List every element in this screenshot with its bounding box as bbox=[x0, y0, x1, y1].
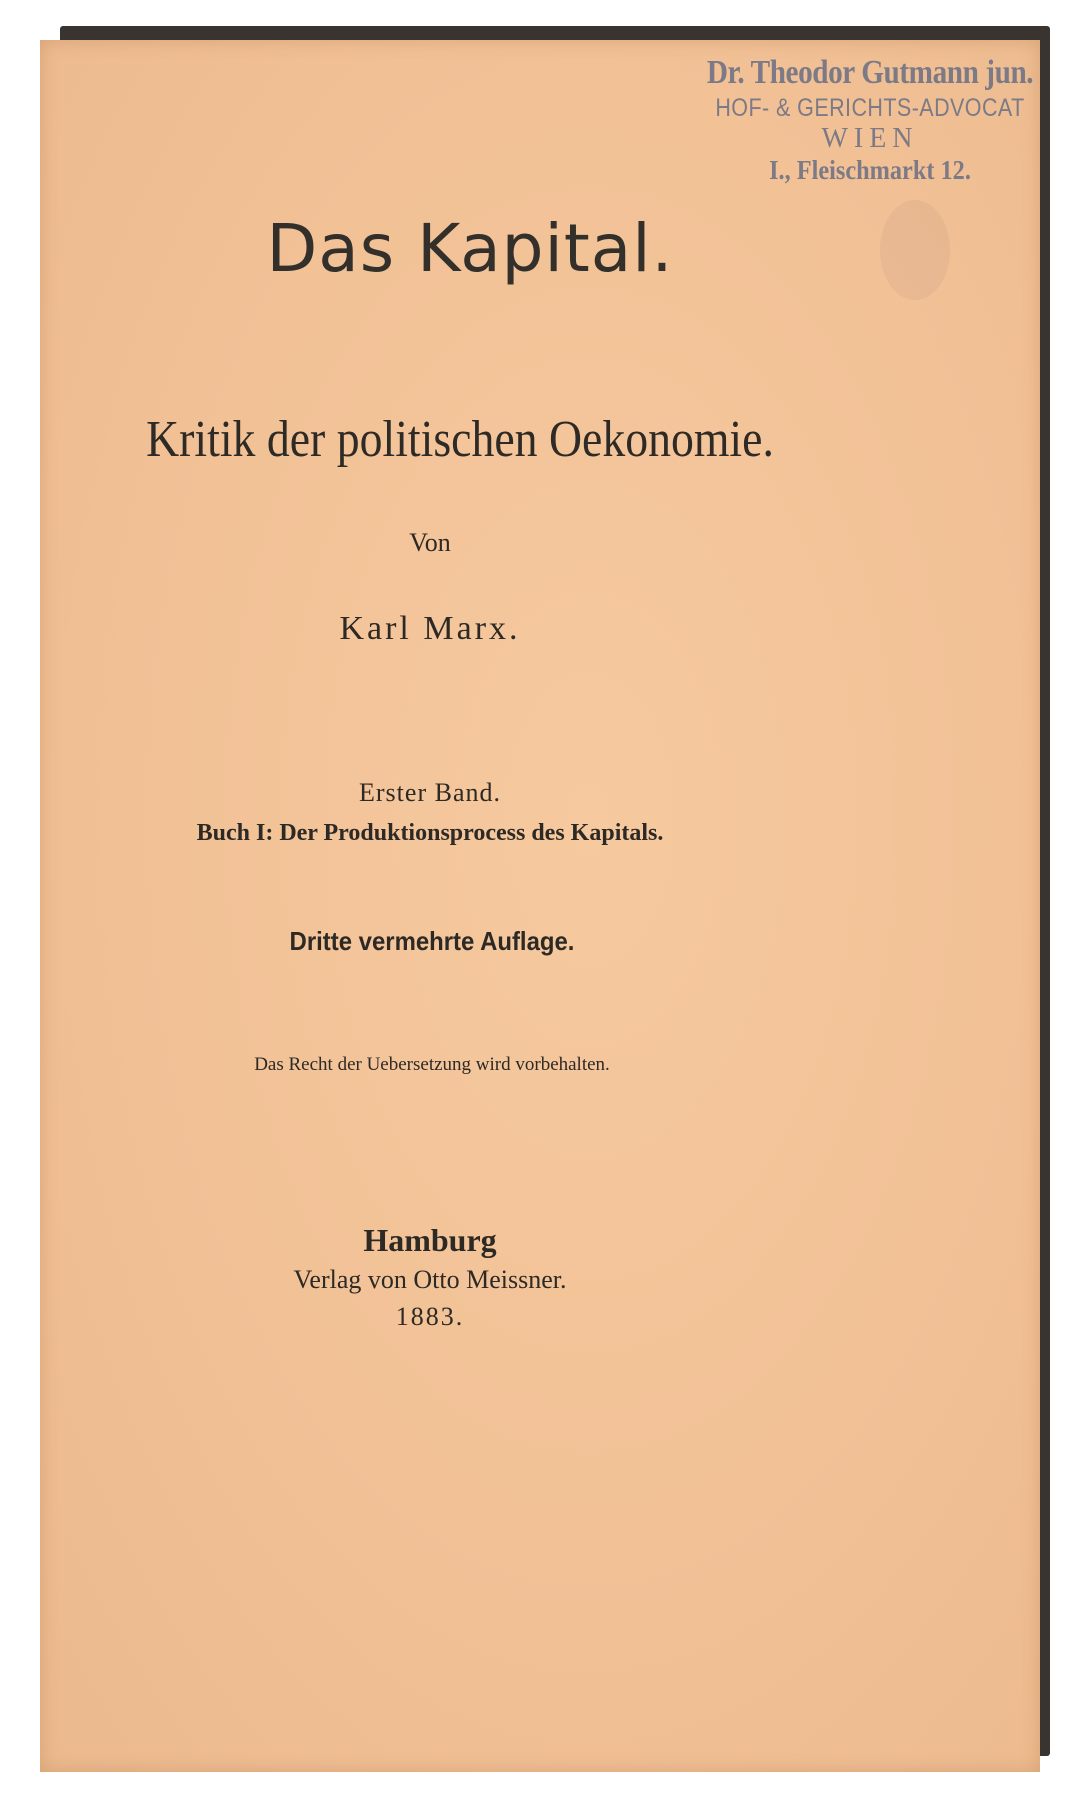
edition-label: Dritte vermehrte Auflage. bbox=[289, 926, 575, 956]
title-page-text bbox=[40, 40, 1040, 1772]
publication-city: Hamburg bbox=[363, 1222, 497, 1258]
stamp-address: I., Fleischmarkt 12. bbox=[769, 155, 971, 185]
author-name: Karl Marx. bbox=[339, 610, 521, 647]
publication-year: 1883. bbox=[395, 1302, 465, 1331]
book-title: Das Kapital. bbox=[266, 210, 674, 287]
book-part-title: Buch I: Der Produktionsprocess des Kapitals. bbox=[196, 820, 664, 846]
book-subtitle: Kritik der politischen Oekonomie. bbox=[146, 411, 774, 468]
stamp-profession: HOF- & GERICHTS-ADVOCAT bbox=[715, 94, 1025, 122]
rights-notice: Das Recht der Uebersetzung wird vorbehalten. bbox=[254, 1054, 610, 1075]
title-page-sheet bbox=[40, 40, 1040, 1772]
stamp-owner-name: Dr. Theodor Gutmann jun. bbox=[706, 54, 1034, 91]
publisher-name: Verlag von Otto Meissner. bbox=[293, 1265, 567, 1294]
by-line: Von bbox=[409, 528, 451, 557]
stamp-city: WIEN bbox=[821, 123, 919, 154]
volume-label: Erster Band. bbox=[359, 778, 501, 807]
